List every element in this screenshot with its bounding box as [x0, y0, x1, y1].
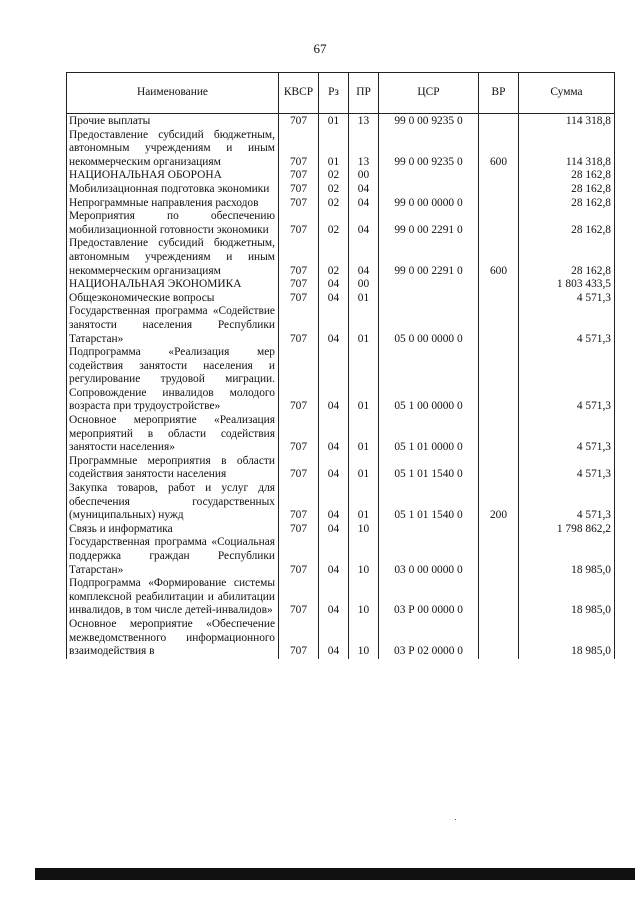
- table-row: [67, 169, 615, 183]
- row-sum: 28 162,8: [519, 210, 615, 237]
- row-rz: 04: [319, 482, 349, 523]
- row-vr: [479, 292, 519, 306]
- row-kvsr: 707: [279, 237, 319, 278]
- row-pr: 13: [349, 129, 379, 170]
- row-rz: 01: [319, 114, 349, 129]
- row-rz: 02: [319, 183, 349, 197]
- row-name: Программные мероприятия в области содействия занятости населения: [67, 455, 279, 482]
- row-csr: [379, 292, 479, 306]
- row-kvsr: 707: [279, 197, 319, 211]
- row-pr: 01: [349, 305, 379, 346]
- row-vr: [479, 523, 519, 537]
- header-rz: Рз: [319, 73, 349, 114]
- row-sum: 114 318,8: [519, 114, 615, 129]
- row-rz: 04: [319, 292, 349, 306]
- row-vr: [479, 536, 519, 577]
- row-pr: 04: [349, 237, 379, 278]
- row-csr: [379, 183, 479, 197]
- row-sum: 114 318,8: [519, 129, 615, 170]
- row-name: Закупка товаров, работ и услуг для обеспечения государственных (муниципальных) нужд: [67, 482, 279, 523]
- row-vr: [479, 183, 519, 197]
- table-row: [67, 455, 615, 482]
- row-kvsr: 707: [279, 114, 319, 129]
- table-row: [67, 210, 615, 237]
- row-sum: 4 571,3: [519, 482, 615, 523]
- table-row: [67, 278, 615, 292]
- row-rz: 04: [319, 414, 349, 455]
- row-vr: [479, 305, 519, 346]
- row-sum: 18 985,0: [519, 577, 615, 618]
- row-csr: 99 0 00 9235 0: [379, 114, 479, 129]
- row-csr: [379, 523, 479, 537]
- row-kvsr: 707: [279, 577, 319, 618]
- header-name: Наименование: [67, 73, 279, 114]
- row-kvsr: 707: [279, 278, 319, 292]
- row-csr: 03 0 00 0000 0: [379, 536, 479, 577]
- row-pr: 04: [349, 197, 379, 211]
- row-rz: 02: [319, 210, 349, 237]
- row-kvsr: 707: [279, 536, 319, 577]
- row-pr: 10: [349, 577, 379, 618]
- table-row: [67, 197, 615, 211]
- row-pr: 13: [349, 114, 379, 129]
- row-kvsr: 707: [279, 346, 319, 414]
- row-rz: 02: [319, 237, 349, 278]
- row-csr: [379, 169, 479, 183]
- header-sum: Сумма: [519, 73, 615, 114]
- table-row: [67, 577, 615, 618]
- row-name: Предоставление субсидий бюджетным, автономным учреждениям и иным некоммерческим организациям: [67, 237, 279, 278]
- row-pr: 01: [349, 455, 379, 482]
- row-name: Предоставление субсидий бюджетным, автономным учреждениям и иным некоммерческим организациям: [67, 129, 279, 170]
- row-sum: 28 162,8: [519, 169, 615, 183]
- row-kvsr: 707: [279, 292, 319, 306]
- row-name: НАЦИОНАЛЬНАЯ ОБОРОНА: [67, 169, 279, 183]
- table-header-row: [67, 73, 615, 114]
- table-row: [67, 114, 615, 129]
- row-name: Прочие выплаты: [67, 114, 279, 129]
- row-csr: 99 0 00 2291 0: [379, 237, 479, 278]
- row-name: Связь и информатика: [67, 523, 279, 537]
- row-kvsr: 707: [279, 523, 319, 537]
- row-pr: 00: [349, 278, 379, 292]
- header-csr: ЦСР: [379, 73, 479, 114]
- row-csr: 99 0 00 2291 0: [379, 210, 479, 237]
- row-kvsr: 707: [279, 210, 319, 237]
- table-row: [67, 618, 615, 659]
- row-pr: 04: [349, 210, 379, 237]
- row-name: НАЦИОНАЛЬНАЯ ЭКОНОМИКА: [67, 278, 279, 292]
- row-kvsr: 707: [279, 305, 319, 346]
- row-vr: [479, 455, 519, 482]
- row-sum: 28 162,8: [519, 197, 615, 211]
- row-vr: [479, 618, 519, 659]
- table-row: [67, 129, 615, 170]
- row-vr: 600: [479, 237, 519, 278]
- row-name: Подпрограмма «Реализация мер содействия занятости населения и регулирование трудовой миграции. Сопровождение инвалидов молодого возраста при трудоустройстве»: [67, 346, 279, 414]
- row-csr: 05 1 01 1540 0: [379, 482, 479, 523]
- row-rz: 04: [319, 346, 349, 414]
- header-vr: ВР: [479, 73, 519, 114]
- row-sum: 28 162,8: [519, 183, 615, 197]
- row-csr: 99 0 00 0000 0: [379, 197, 479, 211]
- row-csr: [379, 278, 479, 292]
- row-rz: 04: [319, 455, 349, 482]
- row-kvsr: 707: [279, 414, 319, 455]
- row-sum: 4 571,3: [519, 414, 615, 455]
- row-csr: 05 0 00 0000 0: [379, 305, 479, 346]
- table-row: [67, 414, 615, 455]
- row-rz: 04: [319, 577, 349, 618]
- row-vr: [479, 169, 519, 183]
- row-sum: 4 571,3: [519, 305, 615, 346]
- row-pr: 01: [349, 414, 379, 455]
- row-pr: 10: [349, 618, 379, 659]
- row-kvsr: 707: [279, 482, 319, 523]
- row-rz: 01: [319, 129, 349, 170]
- row-rz: 04: [319, 305, 349, 346]
- table-row: [67, 346, 615, 414]
- row-pr: 01: [349, 346, 379, 414]
- row-vr: [479, 114, 519, 129]
- header-kvsr: КВСР: [279, 73, 319, 114]
- row-vr: [479, 577, 519, 618]
- row-name: Мероприятия по обеспечению мобилизационной готовности экономики: [67, 210, 279, 237]
- row-csr: 05 1 01 0000 0: [379, 414, 479, 455]
- row-name: Общеэкономические вопросы: [67, 292, 279, 306]
- row-pr: 01: [349, 292, 379, 306]
- row-csr: 05 1 01 1540 0: [379, 455, 479, 482]
- header-pr: ПР: [349, 73, 379, 114]
- row-pr: 00: [349, 169, 379, 183]
- row-sum: 1 803 433,5: [519, 278, 615, 292]
- row-name: Основное мероприятие «Реализация мероприятий в области содействия занятости населения»: [67, 414, 279, 455]
- row-pr: 10: [349, 536, 379, 577]
- row-csr: 05 1 00 0000 0: [379, 346, 479, 414]
- page-number: 67: [313, 41, 327, 56]
- row-name: Подпрограмма «Формирование системы комплексной реабилитации и абилитации инвалидов, в том числе детей-инвалидов»: [67, 577, 279, 618]
- table-row: [67, 305, 615, 346]
- row-name: Основное мероприятие «Обеспечение межведомственного информационного взаимодействия в: [67, 618, 279, 659]
- row-vr: [479, 197, 519, 211]
- row-rz: 02: [319, 169, 349, 183]
- table-row: [67, 292, 615, 306]
- row-sum: 1 798 862,2: [519, 523, 615, 537]
- budget-table: [66, 72, 615, 659]
- row-vr: [479, 414, 519, 455]
- row-rz: 04: [319, 523, 349, 537]
- scan-border-bar: [35, 868, 635, 880]
- row-rz: 04: [319, 618, 349, 659]
- row-sum: 4 571,3: [519, 292, 615, 306]
- row-pr: 04: [349, 183, 379, 197]
- row-sum: 4 571,3: [519, 455, 615, 482]
- table-row: [67, 536, 615, 577]
- row-kvsr: 707: [279, 169, 319, 183]
- row-name: Государственная программа «Социальная поддержка граждан Республики Татарстан»: [67, 536, 279, 577]
- table-row: [67, 482, 615, 523]
- row-sum: 18 985,0: [519, 618, 615, 659]
- row-kvsr: 707: [279, 129, 319, 170]
- row-kvsr: 707: [279, 183, 319, 197]
- row-csr: 03 Р 00 0000 0: [379, 577, 479, 618]
- row-name: Мобилизационная подготовка экономики: [67, 183, 279, 197]
- scan-speck: [455, 819, 456, 820]
- table-row: [67, 523, 615, 537]
- row-vr: [479, 346, 519, 414]
- table-row: [67, 183, 615, 197]
- row-sum: 4 571,3: [519, 346, 615, 414]
- row-rz: 02: [319, 197, 349, 211]
- row-name: Непрограммные направления расходов: [67, 197, 279, 211]
- row-csr: 99 0 00 9235 0: [379, 129, 479, 170]
- row-pr: 01: [349, 482, 379, 523]
- row-sum: 18 985,0: [519, 536, 615, 577]
- row-name: Государственная программа «Содействие занятости населения Республики Татарстан»: [67, 305, 279, 346]
- row-vr: 600: [479, 129, 519, 170]
- row-rz: 04: [319, 278, 349, 292]
- row-csr: 03 Р 02 0000 0: [379, 618, 479, 659]
- row-vr: [479, 278, 519, 292]
- row-vr: [479, 210, 519, 237]
- row-pr: 10: [349, 523, 379, 537]
- row-rz: 04: [319, 536, 349, 577]
- row-kvsr: 707: [279, 455, 319, 482]
- row-kvsr: 707: [279, 618, 319, 659]
- row-vr: 200: [479, 482, 519, 523]
- table-row: [67, 237, 615, 278]
- row-sum: 28 162,8: [519, 237, 615, 278]
